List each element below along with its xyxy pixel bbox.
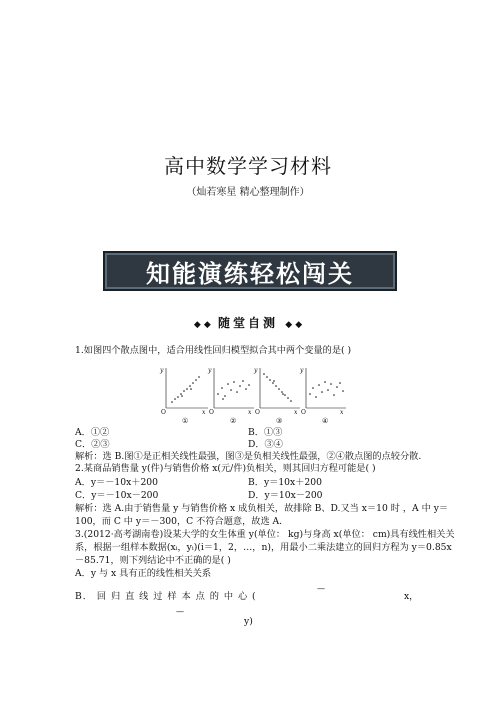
- plot2-y-label: y: [208, 367, 212, 374]
- q2-option-a: A．y＝－10x＋200: [75, 477, 158, 488]
- ornament-left-icon: ◆ ◆: [193, 320, 211, 330]
- plot4-caption: ④: [322, 417, 329, 425]
- q1-analysis: 解析：选 B.图①是正相关线性最强，图③是负相关线性最强，②④散点图的点较分散.: [75, 451, 422, 462]
- q3-option-b: B． 回 归 直 线 过 样 本 点 的 中 心 (: [75, 591, 257, 602]
- banner-text: 知能演练轻松闯关: [146, 258, 354, 288]
- scatter-plot-2: [214, 368, 254, 408]
- q3-option-b-y: y): [244, 616, 253, 627]
- q3-stem-line1: 3.(2012·高考湖南卷)设某大学的女生体重 y(单位： kg)与身高 x(单位： cm)具有线性相关关: [75, 529, 455, 540]
- page-subtitle: （灿若寒星 精心整理制作）: [186, 187, 310, 198]
- plot1-caption: ①: [182, 417, 189, 425]
- plot1-y-label: y: [160, 367, 164, 374]
- section-heading: [0, 314, 496, 331]
- scatter-plot-4: [306, 368, 346, 408]
- plot2-origin: O: [209, 409, 214, 416]
- q1-option-d: D．③④: [248, 439, 283, 450]
- q2-option-b: B．y＝10x＋200: [248, 477, 322, 488]
- q1-option-a: A．①②: [75, 427, 110, 438]
- q1-option-c: C．②③: [75, 439, 110, 450]
- q2-analysis-line2: 100，而 C 中 y＝－300，C 不符合题意，故选 A.: [75, 516, 283, 527]
- scatter-plots-figure: [158, 364, 348, 426]
- scatter-plot-1: [166, 368, 208, 408]
- overbar-x: —: [317, 584, 325, 593]
- plot1-x-label: x: [202, 409, 206, 416]
- plot3-caption: ③: [276, 417, 283, 425]
- plot3-y-label: y: [254, 367, 258, 374]
- q3-option-b-x: x，: [404, 591, 419, 602]
- q2-option-d: D．y＝10x－200: [248, 490, 323, 501]
- q3-option-a: A．y 与 x 具有正的线性相关关系: [75, 568, 212, 579]
- section-banner: [103, 251, 397, 291]
- overbar-y: —: [176, 607, 184, 616]
- plot4-origin: O: [301, 409, 306, 416]
- plot4-x-label: x: [340, 409, 344, 416]
- q2-stem: 2.某商品销售量 y(件)与销售价格 x(元/件)负相关，则其回归方程可能是( ): [75, 463, 376, 474]
- plot2-x-label: x: [248, 409, 252, 416]
- q3-stem-line2: 系，根据一组样本数据(xᵢ，yᵢ)(i＝1，2，…，n)，用最小二乘法建立的回归方程为 y＝0.85x: [75, 542, 452, 553]
- plot4-y-label: y: [300, 367, 304, 374]
- q2-option-c: C．y＝－10x－200: [75, 490, 159, 501]
- plot3-origin: O: [255, 409, 260, 416]
- q1-stem: 1.如图四个散点图中，适合用线性回归模型拟合其中两个变量的是( ): [75, 345, 352, 356]
- plot3-x-label: x: [294, 409, 298, 416]
- section-label: 随堂自测: [217, 316, 278, 330]
- ornament-right-icon: ◆ ◆: [285, 320, 303, 330]
- scatter-plot-3: [260, 368, 300, 408]
- page-title: 高中数学学习材料: [164, 154, 332, 178]
- q2-analysis-line1: 解析：选 A.由于销售量 y 与销售价格 x 成负相关，故排除 B、D.又当 x＝10 时 ，A 中 y＝: [75, 503, 449, 514]
- plot1-origin: O: [161, 409, 166, 416]
- q1-option-b: B．①③: [248, 427, 283, 438]
- q3-stem-line3: －85.71，则下列结论中不正确的是( ): [75, 555, 231, 566]
- plot2-caption: ②: [230, 417, 237, 425]
